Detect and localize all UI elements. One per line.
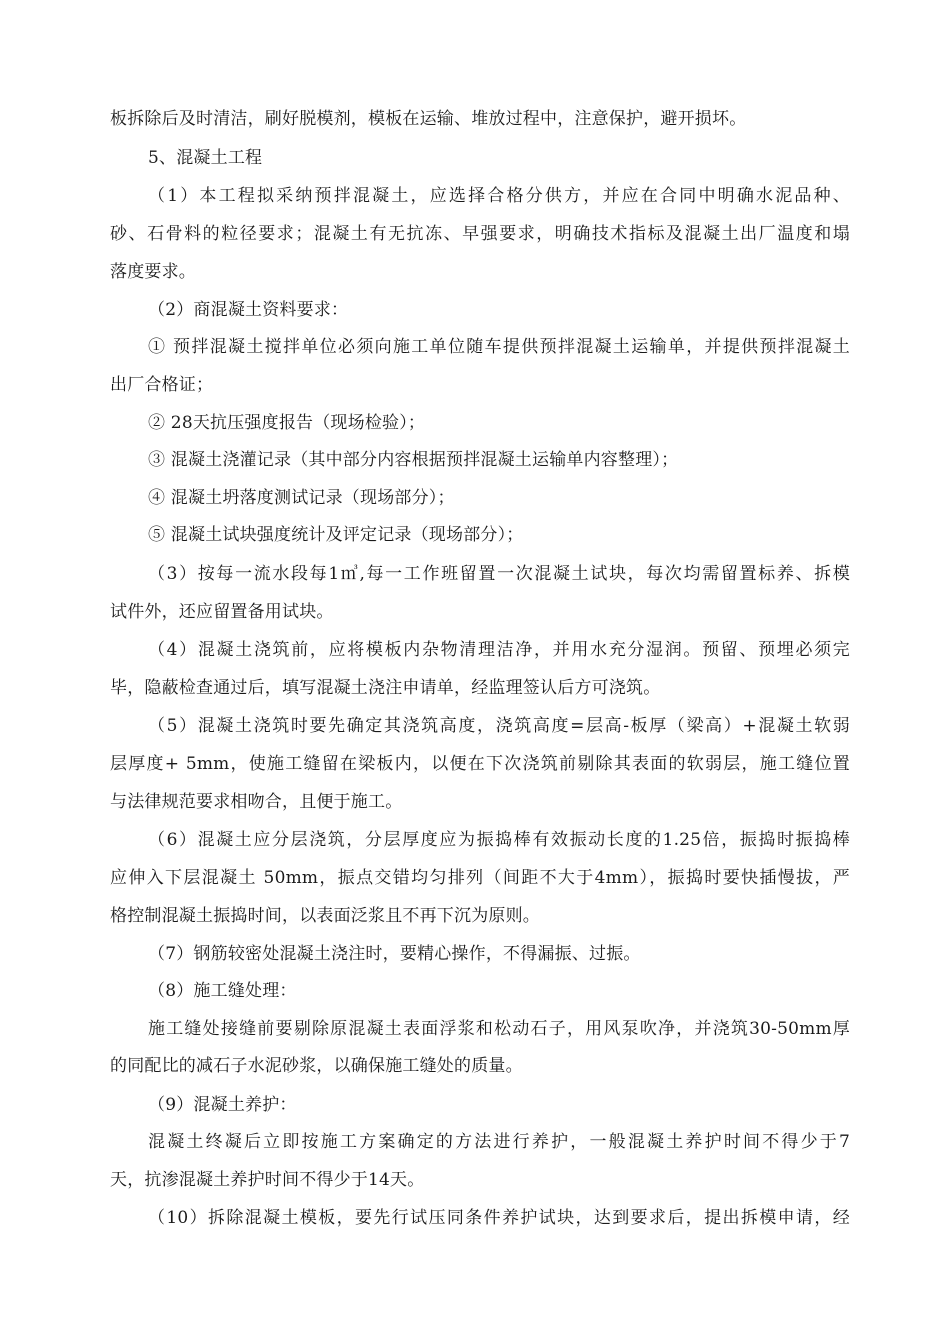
text-line: （4）混凝土浇筑前，应将模板内杂物清理洁净，并用水充分湿润。预留、预埋必须完 [148, 640, 850, 660]
text-line: （8）施工缝处理： [148, 981, 297, 1001]
section-heading: 5、混凝土工程 [148, 148, 263, 168]
text-line: ① 预拌混凝土搅拌单位必须向施工单位随车提供预拌混凝土运输单，并提供预拌混凝土 [148, 337, 850, 357]
text-line: （6）混凝土应分层浇筑，分层厚度应为振捣棒有效振动长度的1.25倍，振捣时振捣棒 [148, 830, 850, 850]
text-line: 试件外，还应留置备用试块。 [110, 602, 334, 622]
text-line: （10）拆除混凝土模板，要先行试压同条件养护试块，达到要求后，提出拆模申请，经 [148, 1208, 850, 1228]
text-line: ② 28天抗压强度报告（现场检验）； [148, 413, 426, 433]
text-line: （7）钢筋较密处混凝土浇注时，要精心操作，不得漏振、过振。 [148, 944, 641, 964]
text-line: 板拆除后及时清洁，刷好脱模剂，模板在运输、堆放过程中，注意保护，避开损坏。 [110, 109, 747, 129]
text-line: 施工缝处接缝前要剔除原混凝土表面浮浆和松动石子，用风泵吹净，并浇筑30-50mm厚 [148, 1019, 850, 1039]
text-line: ④ 混凝土坍落度测试记录（现场部分）； [148, 488, 455, 508]
text-line: 出厂合格证； [110, 375, 214, 395]
text-line: 落度要求。 [110, 262, 196, 282]
text-line: 天，抗渗混凝土养护时间不得少于14天。 [110, 1170, 425, 1190]
text-line: ③ 混凝土浇灌记录（其中部分内容根据预拌混凝土运输单内容整理）； [148, 450, 679, 470]
text-line: （5）混凝土浇筑时要先确定其浇筑高度，浇筑高度=层高-板厚（梁高）+混凝土软弱 [148, 716, 850, 736]
text-line: 应伸入下层混凝土 50mm，振点交错均匀排列（间距不大于4mm），振捣时要快插慢拔，严 [110, 868, 850, 888]
text-line: 与法律规范要求相吻合，且便于施工。 [110, 792, 403, 812]
text-line: （9）混凝土养护： [148, 1095, 297, 1115]
text-line: 格控制混凝土振捣时间，以表面泛浆且不再下沉为原则。 [110, 906, 540, 926]
text-line: （2）商混凝土资料要求： [148, 300, 349, 320]
text-line: （3）按每一流水段每1㎥,每一工作班留置一次混凝土试块，每次均需留置标养、拆模 [148, 564, 850, 584]
text-line: ⑤ 混凝土试块强度统计及评定记录（现场部分）； [148, 525, 524, 545]
text-line: （1）本工程拟采纳预拌混凝土，应选择合格分供方，并应在合同中明确水泥品种、 [148, 186, 850, 206]
text-line: 毕，隐蔽检查通过后，填写混凝土浇注申请单，经监理签认后方可浇筑。 [110, 678, 661, 698]
text-line: 层厚度+ 5mm，使施工缝留在梁板内，以便在下次浇筑前剔除其表面的软弱层，施工缝位置 [110, 754, 850, 774]
text-line: 的同配比的减石子水泥砂浆，以确保施工缝处的质量。 [110, 1056, 523, 1076]
text-line: 砂、石骨料的粒径要求；混凝土有无抗冻、早强要求，明确技术指标及混凝土出厂温度和塌 [110, 224, 850, 244]
text-line: 混凝土终凝后立即按施工方案确定的方法进行养护，一般混凝土养护时间不得少于7 [148, 1132, 850, 1152]
